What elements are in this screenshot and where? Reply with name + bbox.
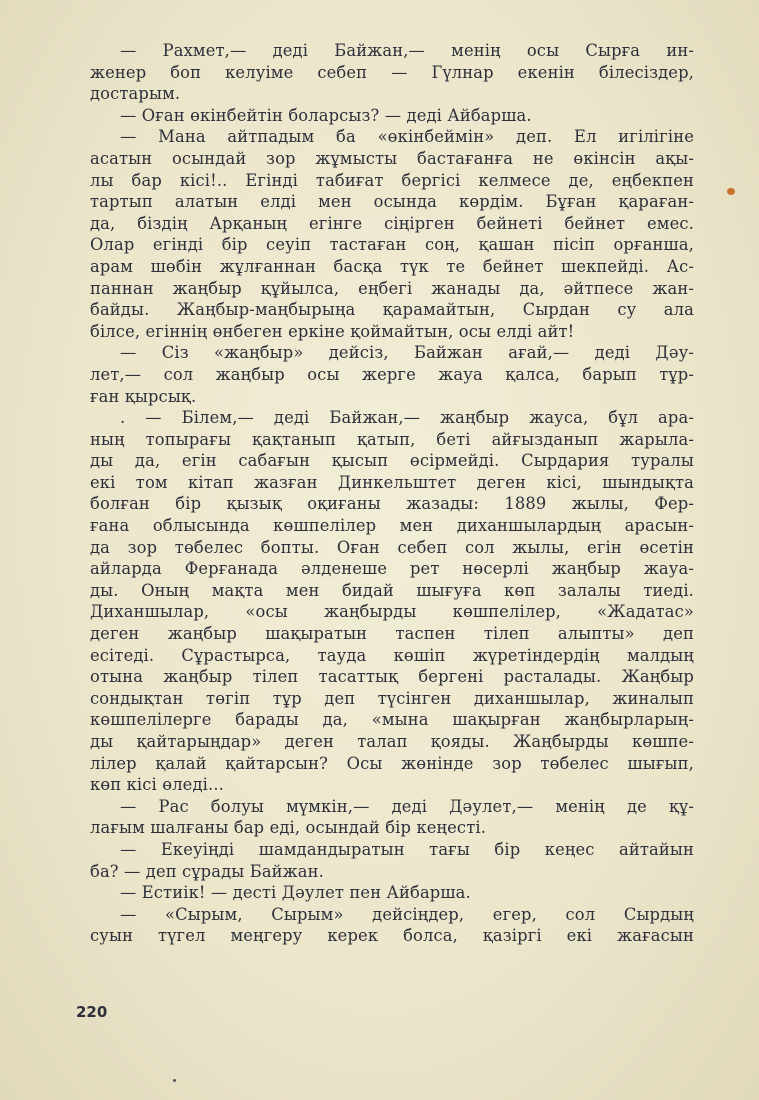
text-line: асатын осындай зор жұмысты бастағанға не өкінсін ақы- xyxy=(90,148,694,168)
text-line: лағым шалғаны бар еді, осындай бір кеңесті. xyxy=(90,818,487,838)
ink-spot xyxy=(727,188,735,195)
text-line: да зор төбелес бопты. Оған себеп сол жылы, егін өсетін xyxy=(90,537,694,557)
text-line: суын түгел меңгеру керек болса, қазіргі екі жағасын xyxy=(90,926,694,946)
text-line: паннан жаңбыр құйылса, еңбегі жанады да, әйтпесе жан- xyxy=(90,278,694,298)
text-line: сондықтан төгіп тұр деп түсінген диханшылар, жиналып xyxy=(90,688,694,708)
text-line: ды қайтарыңдар» деген талап қояды. Жаңбырды көшпе- xyxy=(90,732,694,751)
text-line: көп кісі өледі... xyxy=(90,775,224,795)
ink-dot xyxy=(173,1079,176,1082)
text-line: тартып алатын елді мен осында көрдім. Бұған қараған- xyxy=(90,192,694,212)
text-line: отына жаңбыр тілеп тасаттық бергені расталады. Жаңбыр xyxy=(90,667,694,687)
text-line: лет,— сол жаңбыр осы жерге жауа қалса, барып тұр- xyxy=(90,364,694,384)
text-line: женер боп келуіме себеп — Гүлнар екенін білесіздер, xyxy=(90,62,694,82)
text-line: — Сіз «жаңбыр» дейсіз, Байжан ағай,— деді Дәу- xyxy=(120,343,694,363)
page-number: 220 xyxy=(76,1003,108,1021)
text-line: арам шөбін жұлғаннан басқа түк те бейнет шекпейді. Ас- xyxy=(90,256,694,276)
text-line: байды. Жаңбыр-маңбырыңа қарамайтын, Сырдан су ала xyxy=(90,300,694,320)
text-line: деген жаңбыр шақыратын таспен тілеп алыпты» деп xyxy=(90,624,694,644)
text-line: лілер қалай қайтарсын? Осы жөнінде зор төбелес шығып, xyxy=(90,753,694,773)
text-line: лы бар кісі!.. Егінді табиғат бергісі келмесе де, еңбекпен xyxy=(90,170,694,190)
body-text xyxy=(90,40,694,947)
text-line: — «Сырым, Сырым» дейсіңдер, егер, сол Сырдың xyxy=(120,904,694,924)
text-line: достарым. xyxy=(90,84,181,104)
text-line: — Оған өкінбейтін боларсыз? — деді Айбарша. xyxy=(120,105,532,125)
text-line: айларда Ферғанада әлденеше рет нөсерлі жаңбыр жауа- xyxy=(90,559,694,579)
text-line: екі том кітап жазған Динкельштет деген кісі, шындықта xyxy=(90,472,694,492)
text-line: ды. Оның мақта мен бидай шығуға көп залалы тиеді. xyxy=(90,580,694,600)
text-line: ба? — деп сұрады Байжан. xyxy=(90,861,324,881)
text-line: — Рахмет,— деді Байжан,— менің осы Сырға ин- xyxy=(120,41,694,60)
text-line: білсе, егіннің өнбеген еркіне қоймайтын, осы елді айт! xyxy=(90,321,575,341)
text-line: ғана облысында көшпелілер мен диханшылардың арасын- xyxy=(90,516,694,536)
text-line: Диханшылар, «осы жаңбырды көшпелілер, «Жадатас» xyxy=(90,602,694,622)
text-line: көшпелілерге барады да, «мына шақырған жаңбырларың- xyxy=(90,710,694,730)
text-line: есітеді. Сұрастырса, тауда көшіп жүретіндердің малдың xyxy=(90,645,694,665)
text-line: Олар егінді бір сеуіп тастаған соң, қашан пісіп орғанша, xyxy=(90,235,694,255)
text-line: — Рас болуы мүмкін,— деді Дәулет,— менің де құ- xyxy=(120,796,694,816)
text-line: . — Білем,— деді Байжан,— жаңбыр жауса, бұл ара- xyxy=(120,408,694,428)
text-line: — Мана айтпадым ба «өкінбеймін» деп. Ел игілігіне xyxy=(120,127,694,147)
text-line: — Екеуіңді шамдандыратын тағы бір кеңес айтайын xyxy=(120,839,694,859)
text-line: болған бір қызық оқиғаны жазады: 1889 жылы, Фер- xyxy=(90,494,694,514)
text-line: ның топырағы қақтанып қатып, беті айғызданып жарыла- xyxy=(90,429,694,449)
text-line: да, біздің Арқаның егінге сіңірген бейнеті бейнет емес. xyxy=(90,213,694,233)
text-line: ған қырсық. xyxy=(90,386,197,406)
text-line: — Естиік! — десті Дәулет пен Айбарша. xyxy=(120,883,471,903)
text-line: ды да, егін сабағын қысып өсірмейді. Сырдария туралы xyxy=(90,451,694,471)
